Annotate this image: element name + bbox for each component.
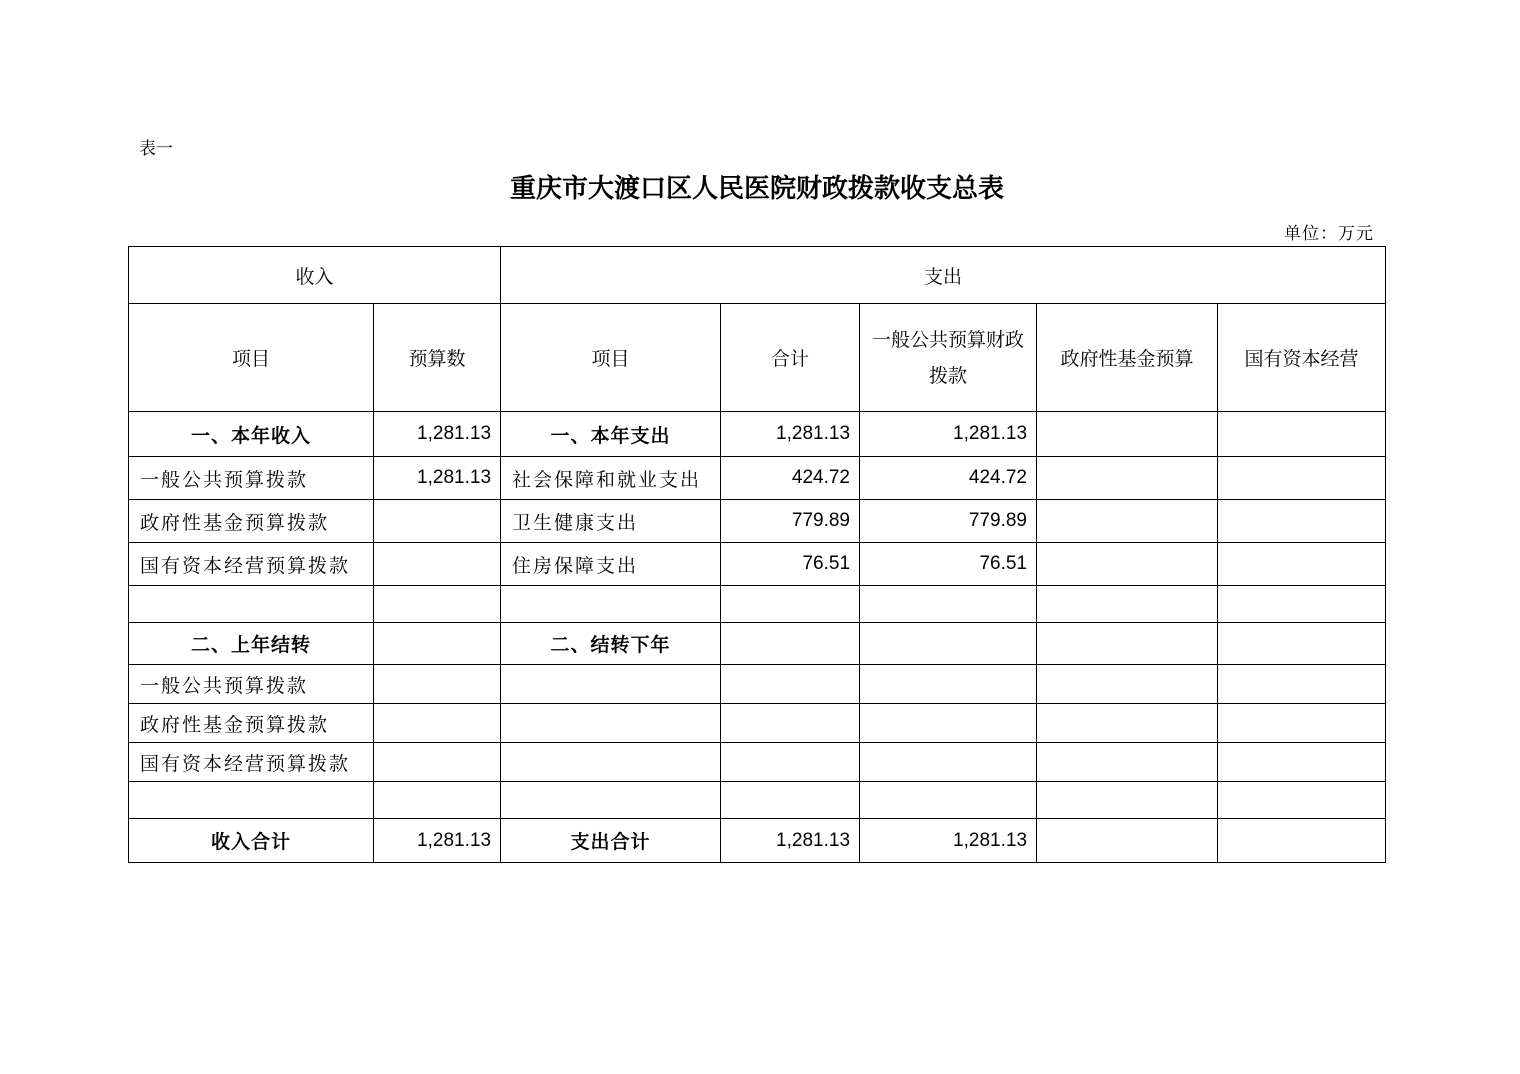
income-value-cell: [374, 623, 501, 665]
expense-total-label: 支出合计: [501, 819, 721, 863]
total-cell: [721, 623, 860, 665]
capital-cell: [1218, 543, 1386, 586]
fund-cell: [1037, 782, 1218, 819]
general-cell: 1,281.13: [860, 412, 1037, 457]
total-cell: [721, 665, 860, 704]
total-cell: 1,281.13: [721, 412, 860, 457]
table-total-row: [129, 819, 1386, 863]
expense-item-cell: [501, 782, 721, 819]
income-budget-header: 预算数: [374, 304, 501, 412]
fund-cell: [1037, 412, 1218, 457]
table-row: [129, 743, 1386, 782]
capital-cell: [1218, 457, 1386, 500]
expense-item-cell: [501, 704, 721, 743]
income-item-header: 项目: [129, 304, 374, 412]
expense-item-cell: [501, 743, 721, 782]
income-item-cell: 政府性基金预算拨款: [129, 500, 374, 543]
table-row: [129, 412, 1386, 457]
capital-cell: [1218, 782, 1386, 819]
general-cell: 1,281.13: [860, 819, 1037, 863]
income-value-cell: 1,281.13: [374, 457, 501, 500]
table-row: [129, 782, 1386, 819]
expense-item-cell: 住房保障支出: [501, 543, 721, 586]
capital-cell: [1218, 586, 1386, 623]
fund-cell: [1037, 623, 1218, 665]
table-row: [129, 704, 1386, 743]
income-item-cell: 国有资本经营预算拨款: [129, 543, 374, 586]
expense-item-cell: [501, 586, 721, 623]
income-item-cell: 一般公共预算拨款: [129, 457, 374, 500]
general-budget-header: 一般公共预算财政拨款: [860, 304, 1037, 412]
income-total-label: 收入合计: [129, 819, 374, 863]
fund-cell: [1037, 819, 1218, 863]
table-row: [129, 623, 1386, 665]
income-item-cell: [129, 586, 374, 623]
expense-item-cell: 一、本年支出: [501, 412, 721, 457]
income-item-cell: 国有资本经营预算拨款: [129, 743, 374, 782]
income-value-cell: [374, 782, 501, 819]
fund-cell: [1037, 457, 1218, 500]
capital-cell: [1218, 743, 1386, 782]
expense-header: 支出: [501, 247, 1386, 304]
income-item-cell: 二、上年结转: [129, 623, 374, 665]
page-title: 重庆市大渡口区人民医院财政拨款收支总表: [509, 174, 1004, 204]
table-row: [129, 586, 1386, 623]
fund-cell: [1037, 500, 1218, 543]
fund-cell: [1037, 704, 1218, 743]
general-cell: [860, 782, 1037, 819]
total-cell: 1,281.13: [721, 819, 860, 863]
table-row: [129, 500, 1386, 543]
fund-cell: [1037, 586, 1218, 623]
budget-table: [128, 246, 1386, 863]
table-label: 表一: [139, 139, 173, 159]
total-cell: 76.51: [721, 543, 860, 586]
total-cell: [721, 704, 860, 743]
income-item-cell: [129, 782, 374, 819]
income-total-value: 1,281.13: [374, 819, 501, 863]
table-row: [129, 665, 1386, 704]
capital-cell: [1218, 665, 1386, 704]
total-header: 合计: [721, 304, 860, 412]
unit-label: 单位：万元: [1284, 224, 1374, 244]
capital-cell: [1218, 704, 1386, 743]
income-value-cell: [374, 543, 501, 586]
income-value-cell: [374, 704, 501, 743]
fund-cell: [1037, 665, 1218, 704]
general-cell: [860, 704, 1037, 743]
income-header: 收入: [129, 247, 501, 304]
total-cell: 779.89: [721, 500, 860, 543]
income-item-cell: 一、本年收入: [129, 412, 374, 457]
capital-cell: [1218, 819, 1386, 863]
income-value-cell: 1,281.13: [374, 412, 501, 457]
capital-cell: [1218, 623, 1386, 665]
expense-item-cell: [501, 665, 721, 704]
expense-item-cell: 社会保障和就业支出: [501, 457, 721, 500]
general-cell: [860, 586, 1037, 623]
income-item-cell: 政府性基金预算拨款: [129, 704, 374, 743]
capital-cell: [1218, 500, 1386, 543]
general-cell: [860, 743, 1037, 782]
fund-cell: [1037, 543, 1218, 586]
capital-cell: [1218, 412, 1386, 457]
total-cell: [721, 743, 860, 782]
income-value-cell: [374, 665, 501, 704]
income-item-cell: 一般公共预算拨款: [129, 665, 374, 704]
total-cell: [721, 586, 860, 623]
general-cell: [860, 665, 1037, 704]
table-row: [129, 543, 1386, 586]
income-value-cell: [374, 586, 501, 623]
total-cell: [721, 782, 860, 819]
general-cell: 779.89: [860, 500, 1037, 543]
expense-item-header: 项目: [501, 304, 721, 412]
gov-fund-header: 政府性基金预算: [1037, 304, 1218, 412]
expense-item-cell: 卫生健康支出: [501, 500, 721, 543]
general-cell: [860, 623, 1037, 665]
header-row-group: [129, 247, 1386, 304]
general-cell: 76.51: [860, 543, 1037, 586]
state-capital-header: 国有资本经营: [1218, 304, 1386, 412]
general-cell: 424.72: [860, 457, 1037, 500]
expense-item-cell: 二、结转下年: [501, 623, 721, 665]
fund-cell: [1037, 743, 1218, 782]
income-value-cell: [374, 500, 501, 543]
income-value-cell: [374, 743, 501, 782]
header-row-columns: [129, 304, 1386, 412]
total-cell: 424.72: [721, 457, 860, 500]
table-row: [129, 457, 1386, 500]
